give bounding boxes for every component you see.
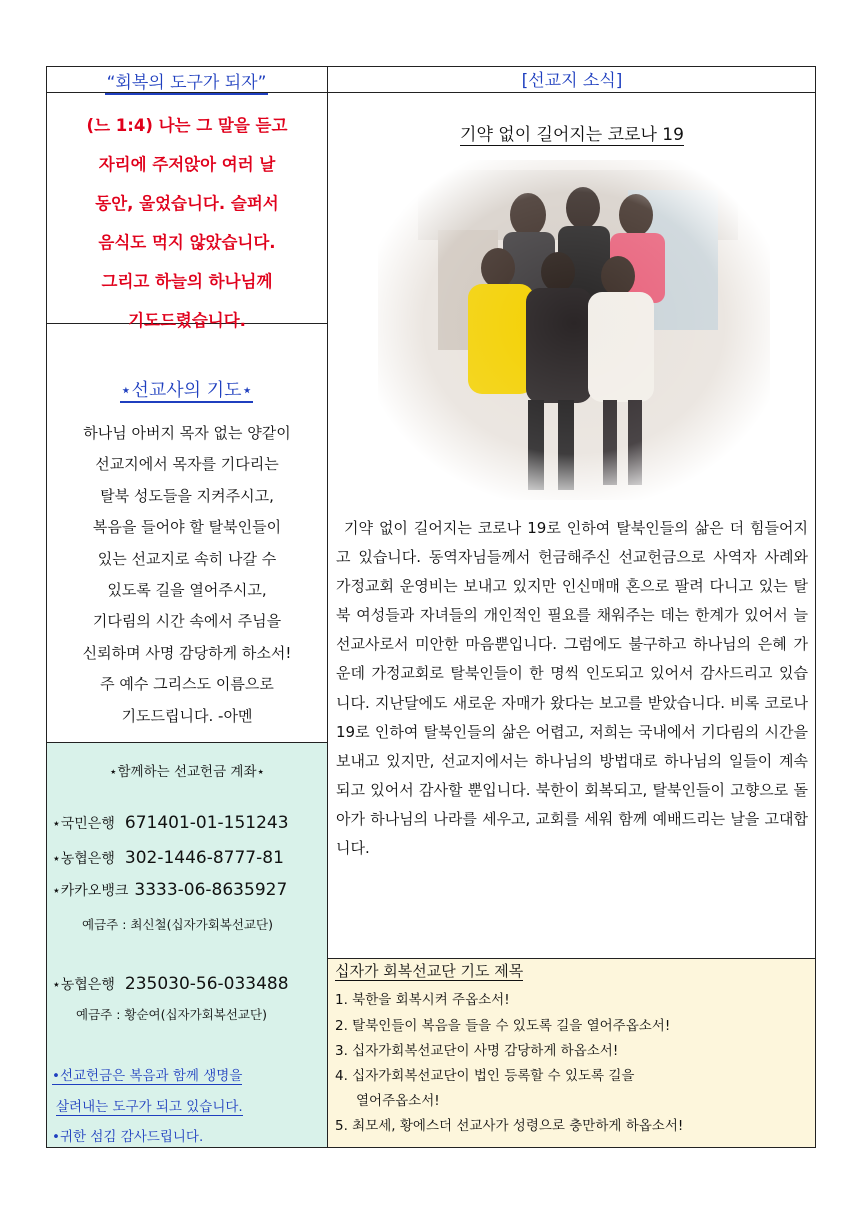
account-holder: 예금주 : 황순여(십자가회복선교단)	[76, 1007, 267, 1022]
verse-line: 동안, 울었습니다. 슬퍼서	[95, 194, 279, 213]
news-header: [선교지 소식]	[521, 71, 623, 91]
accounts-title: ⋆함께하는 선교헌금 계좌⋆	[109, 764, 265, 780]
account-row	[52, 813, 289, 833]
prayer-title: ⋆선교사의 기도⋆	[120, 380, 253, 401]
prayer-topic: 5. 최모세, 황에스더 선교사가 성령으로 충만하게 하옵소서!	[335, 1118, 684, 1134]
news-title: 기약 없이 길어지는 코로나 19	[460, 125, 684, 145]
accounts-box	[47, 743, 327, 1147]
prayer-line: 있는 선교지로 속히 나갈 수	[97, 549, 277, 568]
account-number: 3333-06-8635927	[134, 880, 288, 900]
prayer-line: 하나님 아버지 목자 없는 양같이	[83, 424, 291, 442]
prayer-topic: 1. 북한을 회복시켜 주옵소서!	[335, 992, 510, 1008]
verse-line: 그리고 하늘의 하나님께	[101, 272, 273, 291]
prayer-line: 선교지에서 목자를 기다리는	[95, 455, 279, 474]
prayer-line: 탈북 성도들을 지켜주시고,	[100, 486, 274, 505]
news-article	[336, 514, 808, 863]
prayer-body	[50, 418, 324, 732]
bank-name: ⋆농협은행	[52, 851, 115, 867]
prayer-line: 신뢰하며 사명 감당하게 하소서!	[82, 643, 292, 662]
bank-name: ⋆농협은행	[52, 977, 115, 993]
account-row	[52, 880, 287, 900]
verse-line: 기도드렸습니다.	[128, 311, 246, 330]
account-number: 302-1446-8777-81	[124, 848, 284, 868]
prayer-line: 기도드립니다. -아멘	[121, 706, 253, 725]
account-number: 671401-01-151243	[124, 813, 289, 833]
prayer-topic: 4. 십자가회복선교단이 법인 등록할 수 있도록 길을	[335, 1068, 635, 1084]
divider	[328, 92, 816, 93]
account-number: 235030-56-033488	[124, 974, 289, 994]
group-photo	[378, 160, 770, 500]
motto-title: “회복의 도구가 되자”	[106, 73, 267, 93]
account-row	[52, 848, 284, 868]
prayer-line: 기다림의 시간 속에서 주님을	[92, 612, 282, 631]
article-text: 기약 없이 길어지는 코로나 19로 인하여 탈북인들의 삶은 더 힘들어지고 있습니다. 동역자님들께서 헌금해주신 선교헌금으로 사역자 사례와 가정교회 운영비는 보내고 있지만 인신매매 혼으로 팔려 다니고 있는 탈북 여성들과 자녀들의 개인적인 필요를 채워주는 데는 한계가 있어서 늘 선교사로서 미안한 마음뿐입니다. 그럼에도 불구하고 하나님의 은혜 가운데 가정교회로 탈북인들이 한 명씩 인도되고 있어서 감사드리고 있습니다. 지난달에도 새로운 자매가 왔다는 보고를 받았습니다. 비록 코로나 19로 인하여 탈북인들의 삶은 어렵고, 저희는 국내에서 기다림의 시간을 보내고 있지만, 선교지에서는 하나님의 방법대로 하나님의 일들이 계속되고 있어서 감사할 뿐입니다. 북한이 회복되고, 탈북인들이 고향으로 돌아가 하나님의 나라를 세우고, 교회를 세워 함께 예배드리는 날을 고대합니다.	[336, 519, 808, 858]
prayer-line: 있도록 길을 열어주시고,	[107, 581, 267, 600]
verse-line: 음식도 먹지 않았습니다.	[98, 233, 276, 252]
prayer-line: 주 예수 그리스도 이름으로	[100, 675, 274, 694]
offering-note: •선교헌금은 복음과 함께 생명을	[52, 1068, 243, 1084]
prayer-topics-title: 십자가 회복선교단 기도 제목	[335, 962, 524, 980]
account-holder: 예금주 : 최신철(십자가회복선교단)	[82, 917, 273, 932]
prayer-line: 복음을 들어야 할 탈북인들이	[92, 518, 282, 537]
account-row	[52, 974, 289, 994]
verse-line: 자리에 주저앉아 여러 날	[98, 155, 276, 174]
bank-name: ⋆국민은행	[52, 816, 115, 832]
offering-note: 살려내는 도구가 되고 있습니다.	[56, 1099, 243, 1115]
prayer-topic: 열어주옵소서!	[356, 1093, 440, 1109]
verse-line: (느 1:4) 나는 그 말을 듣고	[86, 116, 288, 135]
prayer-topic: 2. 탈북인들이 복음을 들을 수 있도록 길을 열어주옵소서!	[335, 1018, 671, 1034]
offering-note: •귀한 섬김 감사드립니다.	[52, 1129, 204, 1145]
bible-verse	[52, 106, 322, 340]
prayer-topic: 3. 십자가회복선교단이 사명 감당하게 하옵소서!	[335, 1043, 619, 1059]
bank-name: ⋆카카오뱅크	[52, 883, 129, 899]
